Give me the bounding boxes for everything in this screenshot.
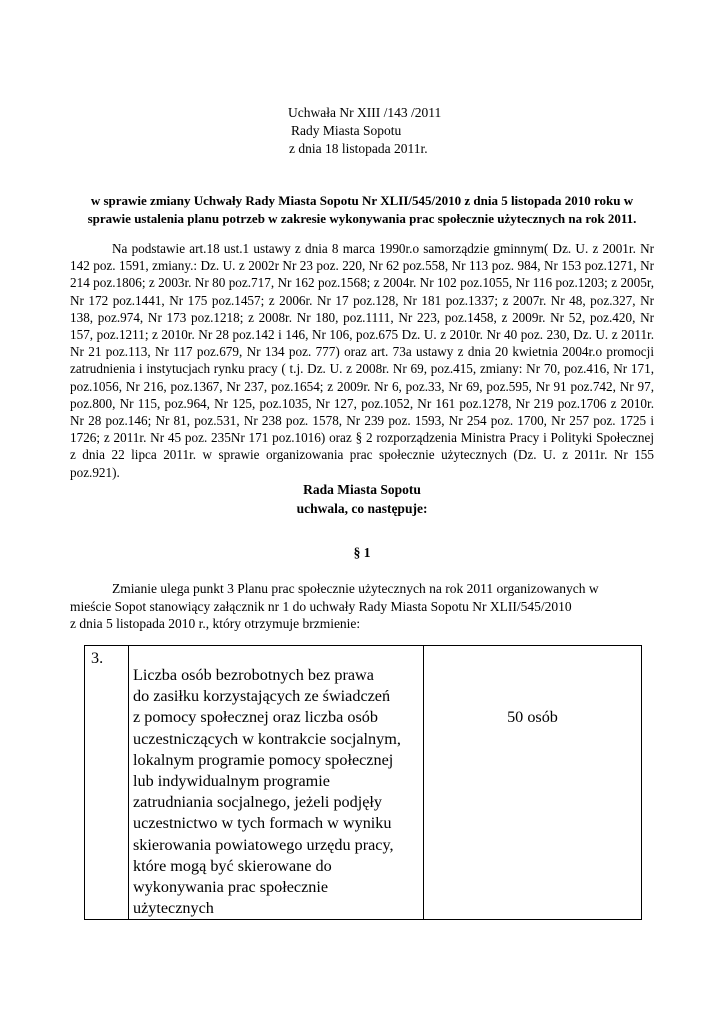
description-line: uczestnictwo w tych formach w wyniku [133, 814, 392, 833]
description-line: wykonywania prac społecznie [133, 878, 329, 897]
intro-line: mieście Sopot stanowiący załącznik nr 1 do uchwały Rady Miasta Sopotu Nr XLII/545/2010 [70, 598, 572, 614]
table-row [85, 646, 642, 920]
description-line: do zasiłku korzystających ze świadczeń [133, 687, 391, 706]
item-number-cell: 3. [85, 646, 129, 920]
council-heading: Rada Miasta Sopotu [303, 482, 421, 497]
intro-line: z dnia 5 listopada 2010 r., który otrzymuje brzmienie: [70, 616, 361, 631]
council-name: Rady Miasta Sopotu [291, 123, 402, 138]
description-line: z pomocy społecznej oraz liczba osób [133, 708, 378, 727]
resolution-title: w sprawie zmiany Uchwały Rady Miasta Sopotu Nr XLII/545/2010 z dnia 5 listopada 2010 roku w sprawie ustalenia planu potrzeb w zakresie wykonywania prac społecznie użytecznych na rok 2011. [87, 193, 637, 226]
plan-table [84, 645, 642, 920]
description-line: lokalnym programie pomocy społecznej [133, 750, 394, 769]
description-line: Liczba osób bezrobotnych bez prawa [133, 666, 374, 684]
description-line: które mogą być skierowane do [133, 856, 332, 875]
intro-line: Zmianie ulega punkt 3 Planu prac społecznie użytecznych na rok 2011 organizowanych w [112, 581, 599, 596]
item-description-cell [129, 646, 424, 920]
amendment-intro [70, 580, 654, 633]
council-resolves: uchwala, co następuje: [296, 501, 428, 516]
item-value-cell: 50 osób [424, 646, 642, 920]
description-line: uczestniczących w kontrakcie socjalnym, [133, 729, 401, 748]
legal-basis-paragraph: Na podstawie art.18 ust.1 ustawy z dnia 8 marca 1990r.o samorządzie gminnym( Dz. U. z 2001r. Nr 142 poz. 1591, zmiany.: Dz. U. z 2002r Nr 23 poz. 220, Nr 62 poz.558, Nr 113 poz. 984, Nr 153 poz.1271, Nr 214 poz.1806; z 2003r. Nr 80 poz.717, Nr 162 poz.1568; z 2004r. Nr 102 poz.1055, Nr 116 poz.1203; z 2005r, Nr 172 poz.1441, Nr 175 poz.1457; z 2006r. Nr 17 poz.128, Nr 181 poz.1337; z 2007r. Nr 48, poz.327, Nr 138, poz.974, Nr 173 poz.1218; z 2008r. Nr 180, poz.1111, Nr 223, poz.1458, z 2009r. Nr 52, poz.420, Nr 157, poz.1211; z 2010r. Nr 28 poz.142 i 146, Nr 106, poz.675 Dz. U. z 2010r. Nr 40 poz. 230, Dz. U. z 2011r. Nr 21 poz.113, Nr 117 poz.679, Nr 134 poz. 777) oraz art. 73a ustawy z dnia 20 kwietnia 2004r.o promocji zatrudnienia i instytucjach rynku pracy ( t.j. Dz. U. z 2008r. Nr 69, poz.415, zmiany: Nr 70, poz.416, Nr 171, poz.1056, Nr 216, poz.1367, Nr 237, poz.1654; z 2009r. Nr 6, poz.33, Nr 69, poz.595, Nr 91 poz.742, Nr 97, poz.800, Nr 115, poz.964, Nr 125, poz.1035, Nr 127, poz.1052, Nr 161 poz.1278, Nr 219 poz.1706 z 2010r. Nr 28 poz.146; Nr 81, poz.531, Nr 238 poz. 1578, Nr 239 poz. 1593, Nr 254 poz. 1700, Nr 257 poz. 1725 i 1726; z 2011r. Nr 45 poz. 235Nr 171 poz.1016) oraz § 2 rozporządzenia Ministra Pracy i Polityki Społecznej z dnia 22 lipca 2011r. w sprawie organizowania prac społecznie użytecznych (Dz. U. z 2011r. Nr 155 poz.921). [70, 241, 654, 480]
description-line: skierowania powiatowego urzędu pracy, [133, 835, 394, 854]
description-line: użytecznych [133, 899, 214, 918]
resolution-number: Uchwała Nr XIII /143 /2011 [288, 105, 442, 120]
description-line: lub indywidualnym programie [133, 772, 330, 791]
resolution-date: z dnia 18 listopada 2011r. [289, 141, 428, 156]
description-line: zatrudniania socjalnego, jeżeli podjęły [133, 793, 383, 812]
section-heading: § 1 [353, 545, 371, 560]
